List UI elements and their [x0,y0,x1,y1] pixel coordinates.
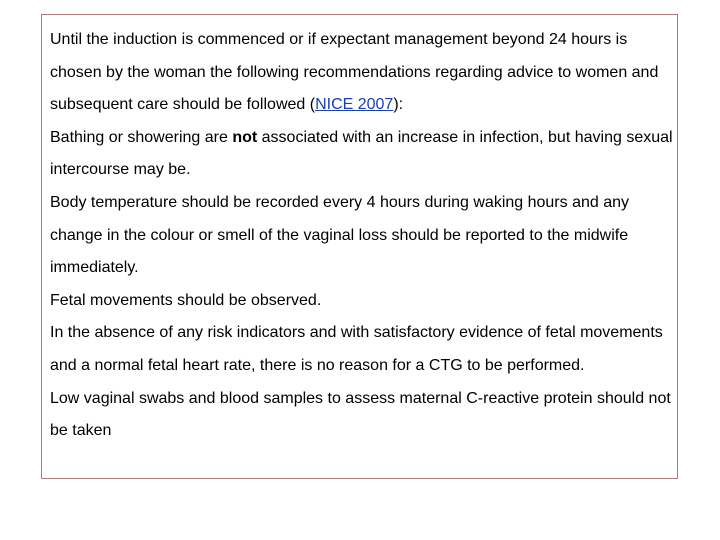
temperature-paragraph: Body temperature should be recorded every 4 hours during waking hours and any change in the colour or smell of the vaginal loss should be reported to the midwife immediately. [50,193,630,277]
bathing-paragraph [50,122,675,187]
recommendations-text [50,24,675,448]
text-box [41,14,678,479]
intro-text-end: ): [393,96,404,114]
intro-text: Until the induction is commenced or if expectant management beyond 24 hours is chosen by the woman the following recommendations regarding advice to women and subsequent care should be followed ( [50,31,659,114]
emphasis-not: not [232,128,258,146]
nice-2007-link[interactable]: NICE 2007 [315,96,394,114]
ctg-paragraph: In the absence of any risk indicators and with satisfactory evidence of fetal movements and a normal fetal heart rate, there is no reason for a CTG to be performed. [50,324,663,374]
bathing-text: Bathing or showering are [50,128,233,146]
bathing-text-end: associated with an increase in infection, but having sexual intercourse may be. [50,128,673,179]
swabs-paragraph: Low vaginal swabs and blood samples to assess maternal C-reactive protein should not be taken [50,389,671,440]
fetal-movements-paragraph: Fetal movements should be observed. [50,291,322,309]
intro-paragraph [50,24,675,122]
